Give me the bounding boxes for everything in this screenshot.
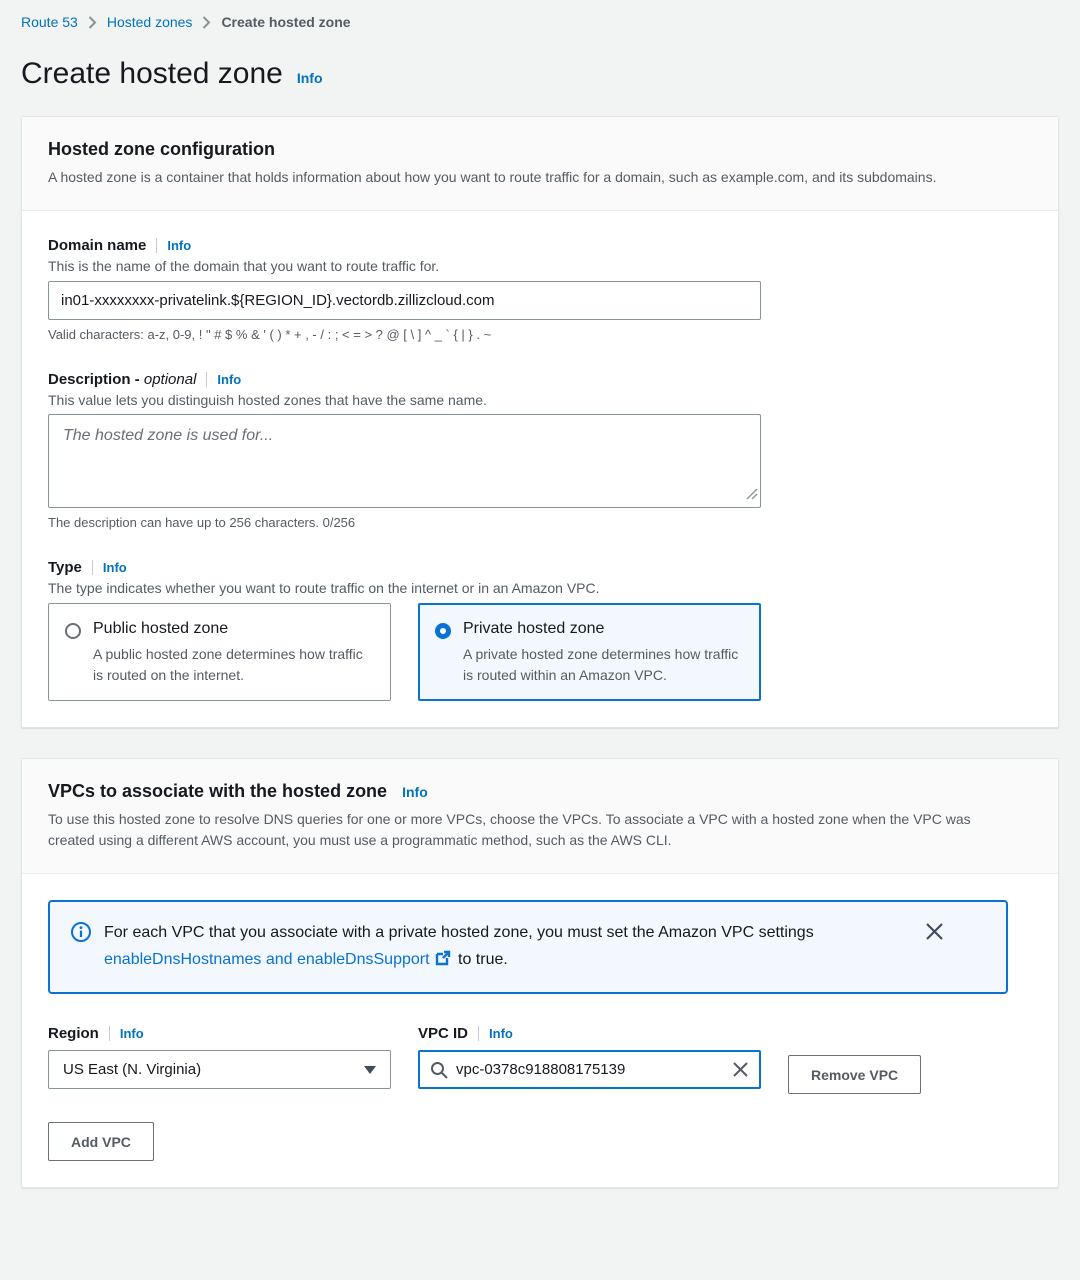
region-field — [48, 1025, 391, 1094]
radio-description: A private hosted zone determines how traffic is routed within an Amazon VPC. — [463, 646, 739, 683]
page-title-info-link[interactable]: Info — [296, 70, 323, 86]
description-info-link[interactable]: Info — [217, 372, 242, 387]
enable-dns-link[interactable]: enableDnsHostnames and enableDnsSupport — [104, 951, 430, 968]
remove-vpc-button[interactable]: Remove VPC — [788, 1055, 921, 1094]
domain-name-label: Domain name — [48, 237, 147, 254]
description-textarea[interactable] — [48, 414, 761, 508]
vpc-id-search-box — [418, 1050, 761, 1089]
radio-title: Private hosted zone — [463, 620, 605, 637]
search-icon — [430, 1061, 448, 1079]
radio-description: A public hosted zone determines how traffic is routed on the internet. — [93, 646, 363, 683]
region-info-link[interactable]: Info — [119, 1026, 144, 1041]
domain-name-constraint: Valid characters: a-z, 0-9, ! " # $ % & ' ( ) * + , - / : ; < = > ? @ [ \ ] ^ _ ` { | } . ~ — [48, 327, 492, 342]
domain-name-hint: This is the name of the domain that you want to route traffic for. — [48, 258, 440, 274]
hosted-zone-configuration-header — [22, 117, 1058, 211]
label-divider — [156, 238, 157, 253]
type-info-link[interactable]: Info — [102, 560, 127, 575]
type-hint: The type indicates whether you want to route traffic on the internet or in an Amazon VPC. — [48, 580, 600, 596]
breadcrumb-current: Create hosted zone — [221, 14, 351, 30]
page-title: Create hosted zone — [21, 57, 283, 90]
close-icon[interactable] — [922, 922, 946, 944]
radio-selected-icon[interactable] — [435, 623, 451, 639]
domain-name-field — [48, 237, 1032, 342]
section-title: VPCs to associate with the hosted zone Info — [48, 781, 428, 801]
radio-card-private-hosted-zone[interactable] — [418, 603, 761, 701]
domain-name-info-link[interactable]: Info — [167, 238, 192, 253]
add-vpc-button[interactable]: Add VPC — [48, 1122, 154, 1161]
vpc-id-label: VPC ID — [418, 1025, 469, 1042]
info-circle-icon — [70, 921, 92, 948]
vpc-settings-info-alert — [48, 900, 1008, 994]
region-label: Region — [48, 1025, 99, 1042]
section-description: To use this hosted zone to resolve DNS queries for one or more VPCs, choose the VPCs. To associate a VPC with a hosted zone when the VPC was created using a different AWS account, you must use a programmatic method, such as the AWS CLI. — [48, 811, 971, 848]
section-description: A hosted zone is a container that holds information about how you want to route traffic for a domain, such as example.com, and its subdomains. — [48, 169, 937, 185]
label-divider — [478, 1026, 479, 1041]
clear-icon[interactable] — [732, 1061, 749, 1078]
chevron-right-icon — [88, 16, 97, 29]
description-constraint: The description can have up to 256 characters. 0/256 — [48, 515, 356, 530]
domain-name-input[interactable] — [48, 281, 761, 320]
vpcs-info-link[interactable]: Info — [402, 784, 428, 800]
description-field — [48, 371, 1032, 530]
vpcs-body — [22, 874, 1058, 1187]
vpc-association-row — [48, 1025, 1032, 1094]
hosted-zone-configuration-body — [22, 211, 1058, 727]
radio-unselected-icon[interactable] — [65, 623, 81, 639]
vpc-id-input[interactable] — [456, 1061, 724, 1078]
page-header — [21, 57, 1059, 91]
vpc-id-info-link[interactable]: Info — [489, 1026, 513, 1041]
label-divider — [92, 560, 93, 575]
hosted-zone-configuration-card — [21, 116, 1059, 728]
breadcrumb — [21, 14, 1059, 30]
label-divider — [206, 372, 207, 387]
description-label: Description - optional — [48, 371, 197, 388]
description-hint: This value lets you distinguish hosted zones that have the same name. — [48, 392, 487, 408]
region-select[interactable] — [48, 1050, 391, 1089]
radio-title: Public hosted zone — [93, 620, 229, 637]
chevron-right-icon — [202, 16, 211, 29]
section-title: Hosted zone configuration — [48, 139, 275, 159]
vpcs-card — [21, 758, 1059, 1188]
vpc-id-field — [418, 1025, 761, 1094]
alert-text: For each VPC that you associate with a private hosted zone, you must set the Amazon VPC settings enableDnsHostnames and enableDnsSupport to true. — [104, 919, 904, 975]
caret-down-icon — [364, 1066, 376, 1074]
radio-card-public-hosted-zone[interactable] — [48, 603, 391, 701]
breadcrumb-link-hosted-zones[interactable]: Hosted zones — [106, 14, 193, 30]
external-link-icon — [435, 948, 451, 975]
label-divider — [109, 1026, 110, 1041]
vpcs-header — [22, 759, 1058, 874]
type-field — [48, 559, 1032, 701]
region-select-value: US East (N. Virginia) — [63, 1061, 202, 1078]
type-label: Type — [48, 559, 82, 576]
breadcrumb-link-route53[interactable]: Route 53 — [21, 14, 78, 30]
